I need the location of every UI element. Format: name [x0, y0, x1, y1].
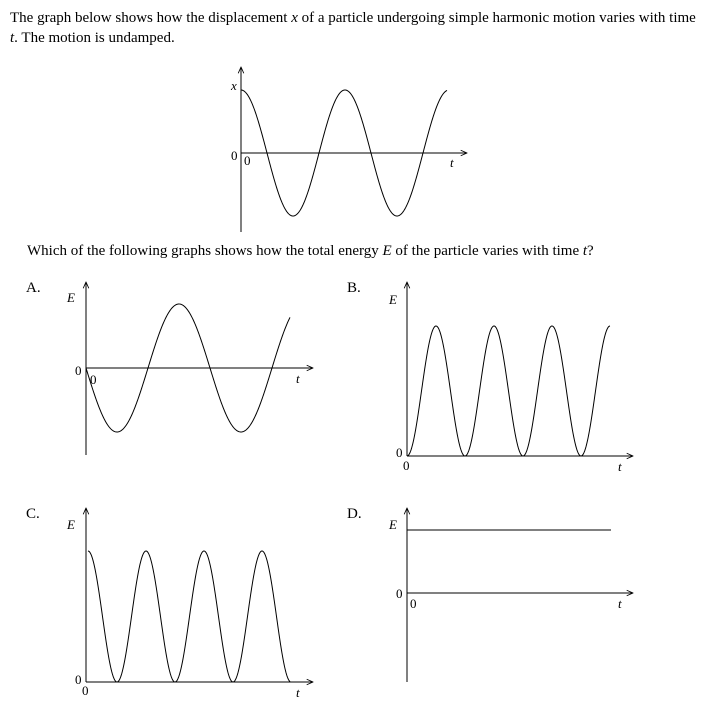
c-x-label: t [296, 685, 300, 700]
main-graph [230, 67, 467, 232]
main-y-label: x [231, 78, 237, 93]
graph-option-d [388, 508, 633, 682]
d-origin-label: 0 [396, 586, 403, 601]
graph-option-b [388, 282, 633, 474]
b-x-origin-label: 0 [403, 458, 410, 473]
prompt-var-E: E [382, 243, 392, 259]
b-x-label: t [618, 459, 622, 474]
option-d-letter[interactable]: D. [347, 506, 362, 522]
main-origin-label: 0 [231, 148, 238, 163]
intro-var-t: t [10, 30, 15, 46]
b-energy-curve [407, 326, 610, 456]
prompt-var-t: t [582, 243, 588, 259]
d-x-origin-label: 0 [410, 596, 417, 611]
prompt-text-2: of the particle varies with time [395, 243, 580, 259]
intro-text-3: . The motion is undamped. [14, 30, 175, 46]
c-x-origin-label: 0 [82, 683, 89, 698]
intro-text-2: of a particle undergoing simple harmonic motion varies with time [301, 10, 696, 26]
prompt-text-1: Which of the following graphs shows how the total energy [27, 243, 379, 259]
main-x-label: t [450, 155, 454, 170]
option-a-letter[interactable]: A. [26, 280, 41, 296]
option-b-letter[interactable]: B. [347, 280, 361, 296]
b-y-label: E [389, 292, 397, 307]
intro-text-1: The graph below shows how the displacement [10, 10, 288, 26]
graph-option-c [66, 508, 313, 700]
d-x-label: t [618, 596, 622, 611]
main-x-origin-label: 0 [244, 153, 251, 168]
c-origin-label: 0 [75, 672, 82, 687]
b-origin-label: 0 [396, 445, 403, 460]
d-y-label: E [389, 517, 397, 532]
a-x-label: t [296, 371, 300, 386]
intro-var-x: x [291, 10, 298, 26]
a-y-label: E [67, 290, 75, 305]
a-x-origin-label: 0 [90, 372, 97, 387]
option-c-letter[interactable]: C. [26, 506, 40, 522]
prompt-text-3: ? [587, 243, 594, 259]
graph-option-a [66, 282, 313, 455]
c-energy-curve [88, 551, 290, 682]
a-origin-label: 0 [75, 363, 82, 378]
c-y-label: E [67, 517, 75, 532]
